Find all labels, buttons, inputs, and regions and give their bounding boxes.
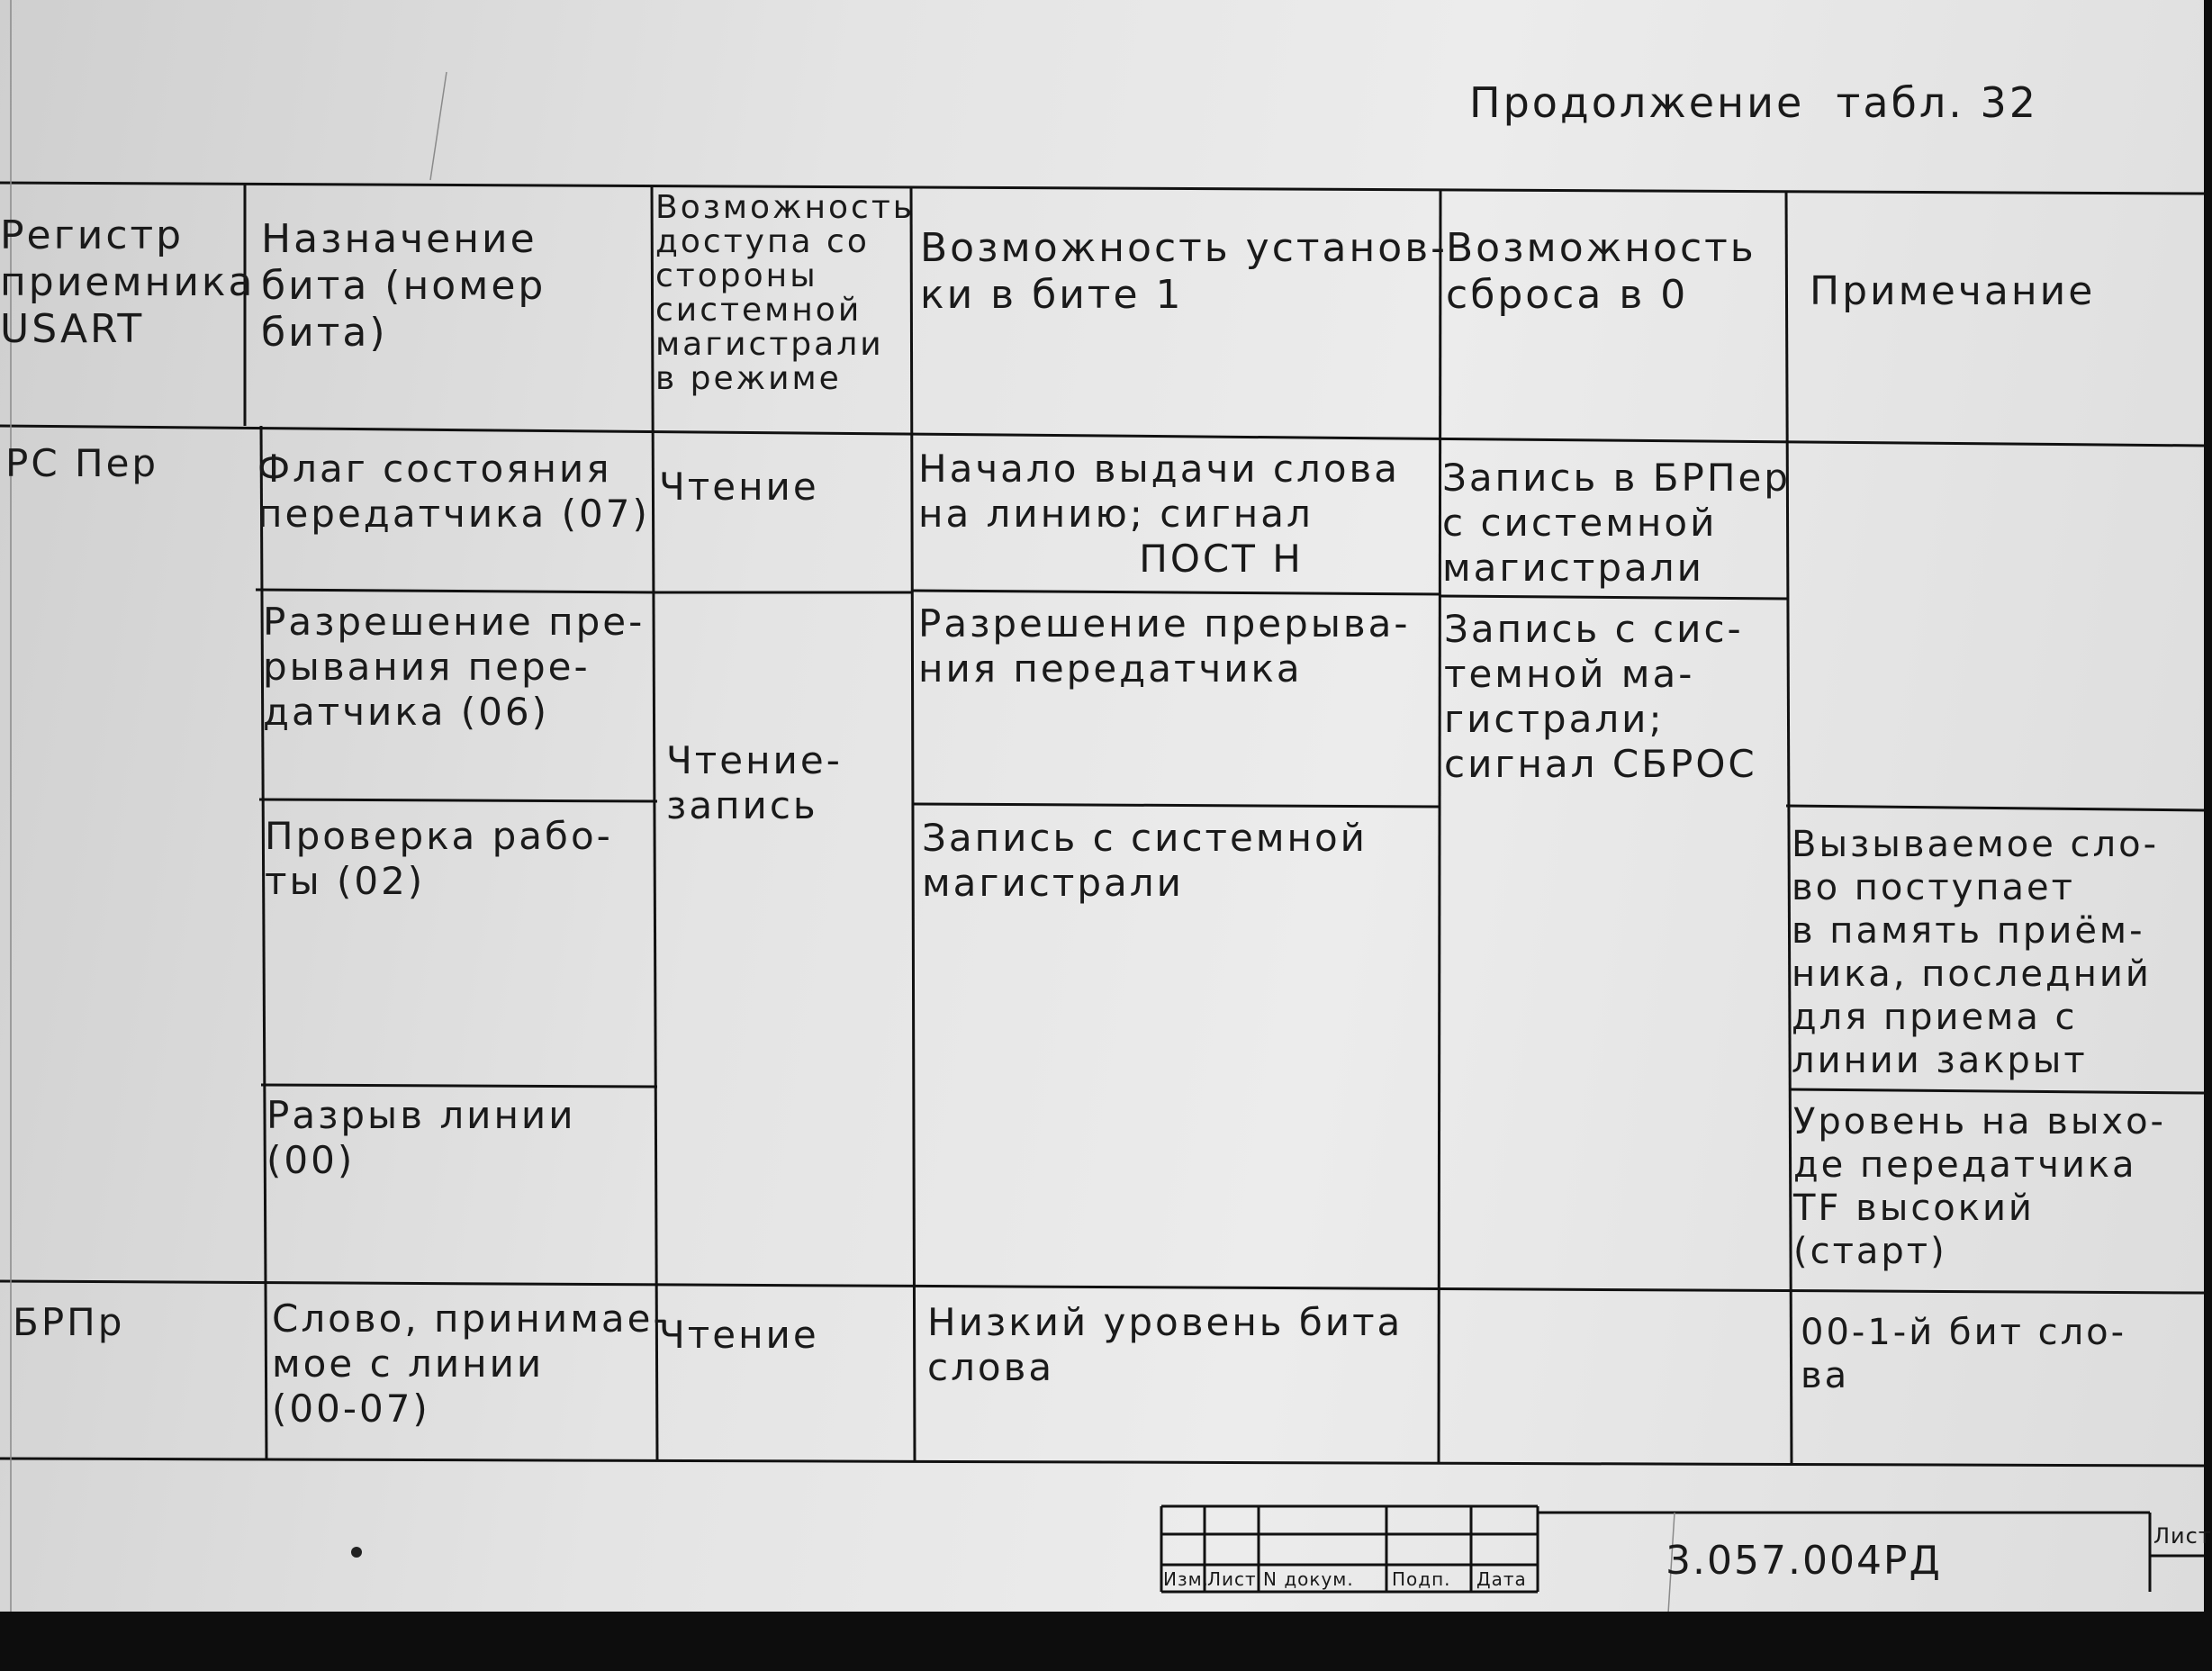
document-code: 3.057.004РД [1666, 1538, 1942, 1584]
header-bit-purpose: Назначение бита (номер бита) [261, 216, 546, 356]
cell-set-02: Запись с системной магистрали [922, 816, 1368, 905]
header-reset-to-0: Возможность сброса в 0 [1446, 225, 1756, 318]
stamp-label-sheet: Лист [1207, 1568, 1257, 1590]
cell-access-read-write: Чтение- запись [666, 738, 843, 827]
ink-dot [351, 1547, 362, 1558]
cell-register-rcper: РС Пер [5, 441, 159, 485]
header-register: Регистр приемника USART [0, 212, 256, 352]
stamp-label-signature: Подп. [1392, 1568, 1451, 1590]
cell-access-read-brpr: Чтение [659, 1313, 819, 1357]
cell-bit-brpr: Слово, принимае- мое с линии (00-07) [272, 1296, 670, 1431]
cell-note-00: Уровень на выхо- де передатчика TF высокий (старт) [1793, 1101, 2166, 1272]
stamp-label-change: Изм. [1163, 1568, 1210, 1590]
stamp-label-date: Дата [1476, 1568, 1527, 1590]
cell-note-02: Вызываемое сло- во поступает в память приём- ника, последний для приема с линии закрыт [1792, 824, 2160, 1081]
cell-set-06: Разрешение прерыва- ния передатчика [918, 601, 1411, 691]
cell-bit-02: Проверка рабо- ты (02) [265, 814, 613, 903]
continuation-title: Продолжение табл. 32 [1469, 78, 2039, 127]
header-access-mode: Возможность доступа со стороны системной магистрали в режиме [655, 189, 916, 397]
cell-set-brpr: Низкий уровень бита слова [927, 1300, 1404, 1389]
cell-register-brpr: БРПр [13, 1300, 125, 1344]
header-note: Примечание [1810, 268, 2096, 314]
stamp-sheet-label: Лист [2153, 1523, 2212, 1549]
cell-bit-07: Флаг состояния передатчика (07) [257, 447, 650, 536]
cell-reset-06: Запись с сис- темной ма- гистрали; сигнал СБРОС [1444, 607, 1757, 786]
cell-access-read: Чтение [659, 465, 819, 509]
cell-set-07: Начало выдачи слова на линию; сигнал ПОСТ Н [918, 447, 1401, 581]
cell-reset-07: Запись в БРПер с системной магистрали [1442, 456, 1791, 590]
header-set-to-1: Возможность установ- ки в бите 1 [920, 225, 1449, 318]
cell-bit-00: Разрыв линии (00) [266, 1093, 576, 1182]
stamp-label-doc-number: N докум. [1263, 1568, 1354, 1590]
cell-note-brpr: 00-1-й бит сло- ва [1801, 1312, 2127, 1396]
cell-bit-06: Разрешение пре- рывания пере- датчика (06) [263, 600, 646, 734]
background-edge [0, 1612, 2204, 1671]
